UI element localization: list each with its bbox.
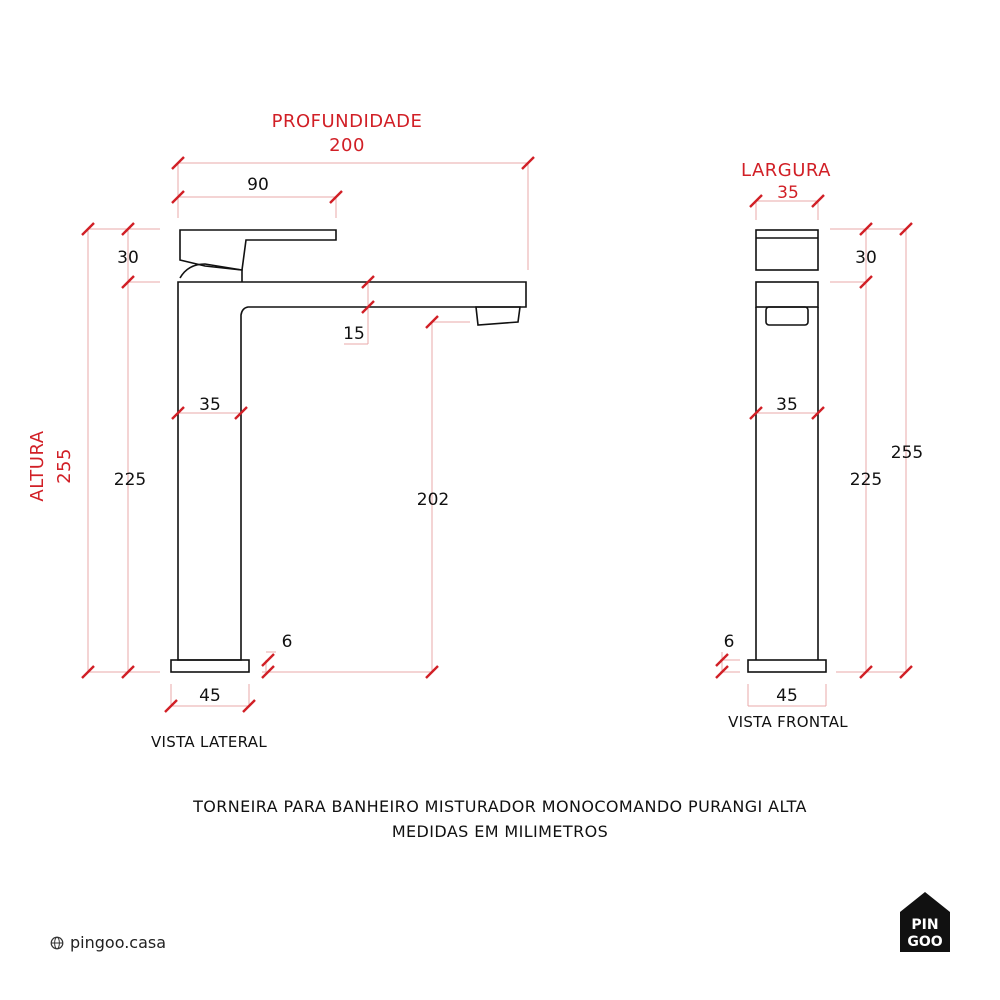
dim-base-width: 45 <box>199 686 221 706</box>
pingoo-logo <box>898 890 952 954</box>
width-value: 35 <box>777 183 799 203</box>
faucet-front-view <box>748 230 826 672</box>
globe-icon <box>50 936 64 950</box>
dim-base-thickness: 6 <box>281 632 293 652</box>
dim-spout-height: 202 <box>416 490 450 510</box>
depth-value: 200 <box>329 135 365 156</box>
view-label-frontal: VISTA FRONTAL <box>728 713 848 731</box>
depth-label: PROFUNDIDADE <box>271 111 423 132</box>
dim-front-body-width: 35 <box>776 395 798 415</box>
product-title: TORNEIRA PARA BANHEIRO MISTURADOR MONOCOMANDO PURANGI ALTA <box>193 797 807 816</box>
dim-front-total-height: 255 <box>890 443 924 463</box>
logo-text-top: PIN <box>911 917 939 933</box>
dim-front-body-height: 225 <box>849 470 883 490</box>
height-value: 255 <box>54 448 75 484</box>
height-label-group <box>27 430 75 501</box>
dim-front-base-width: 45 <box>776 686 798 706</box>
lateral-dimension-lines <box>88 163 528 706</box>
dim-lever-length: 90 <box>247 175 269 195</box>
logo-text-bottom: GOO <box>907 934 943 950</box>
units-subtitle: MEDIDAS EM MILIMETROS <box>391 822 609 841</box>
dim-front-lever-height: 30 <box>855 248 877 268</box>
width-label: LARGURA <box>741 160 831 181</box>
frontal-dimension-lines <box>720 201 906 706</box>
dim-spout-thickness: 15 <box>343 324 365 344</box>
dim-lever-height: 30 <box>117 248 139 268</box>
dim-body-height: 225 <box>113 470 147 490</box>
faucet-side-view <box>171 230 526 672</box>
dim-front-base-thickness: 6 <box>723 632 735 652</box>
view-label-lateral: VISTA LATERAL <box>150 733 268 751</box>
dim-body-width: 35 <box>199 395 221 415</box>
height-label: ALTURA <box>27 430 48 502</box>
website-link[interactable]: pingoo.casa <box>70 933 167 952</box>
brand-footer <box>50 933 166 952</box>
frontal-dimension-ticks <box>716 195 912 678</box>
